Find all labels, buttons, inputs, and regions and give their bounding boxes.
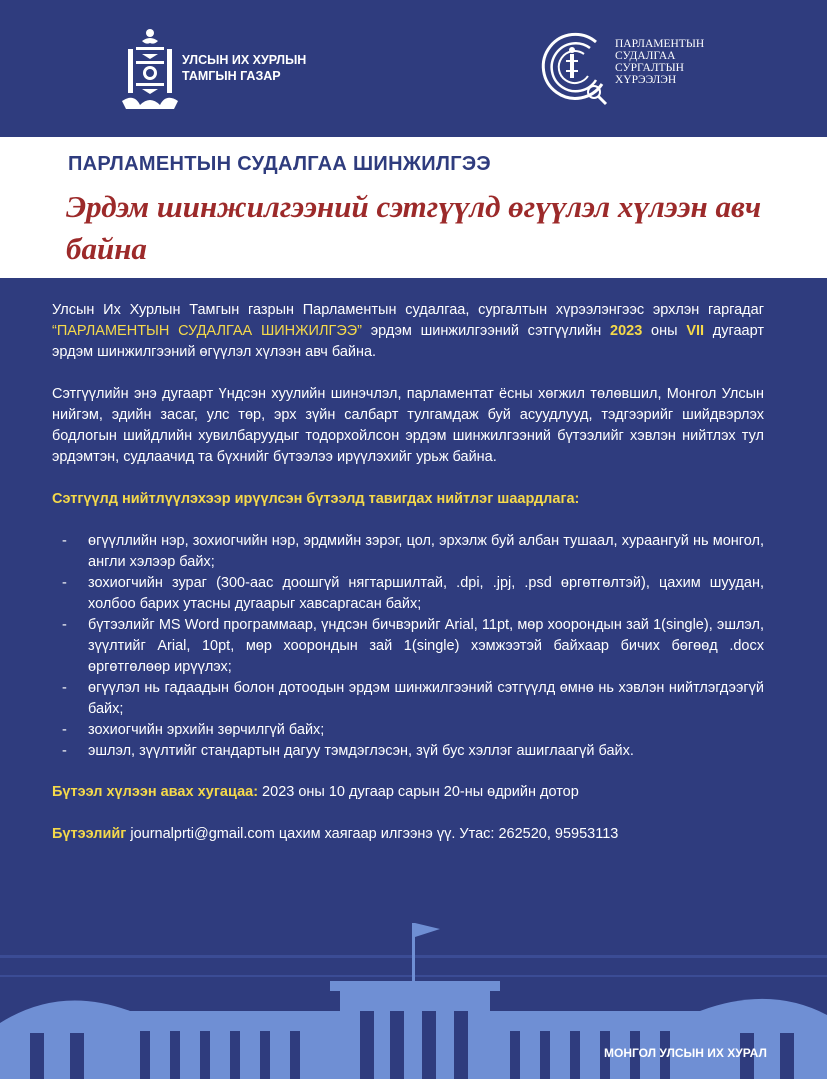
requirements-heading: Сэтгүүлд нийтлүүлэхээр ирүүлсэн бүтээлд тавигдах нийтлэг шаардлага: [52,491,580,507]
list-item: - өгүүлэл нь гадаадын болон дотоодын эрдэм шинжилгээний сэтгүүлд өмнө нь хэвлэн нийтлэгдээгүй байх; [52,678,764,720]
contact-line [52,824,764,845]
org-right-line3: СУРГАЛТЫН [615,62,684,74]
org-name-left [182,52,306,84]
header [0,0,827,137]
intro-text-4: дугаарт эрдэм шинжилгээний өгүүлэл хүлээн авч байна. [52,323,764,360]
list-item: - бүтээлийг MS Word программаар, үндсэн бичвэрийг Arial, 11pt, мөр хоорондын зай 1(single), эшлэл, зүүлтийг Arial, 10pt, мөр хоорондын зай 1(single) хэмжээтэй байхаар бичих бөгөөд .docx өргөтгөлөөр ирүүлэх; [52,615,764,678]
call-for-papers-title: Эрдэм шинжилгээний сэтгүүлд өгүүлэл хүлээн авч байна [66,189,762,266]
list-item: - зохиогчийн эрхийн зөрчилгүй байх; [52,720,764,741]
org-right-line1: ПАРЛАМЕНТЫН [615,38,705,50]
org-right-line4: ХҮРЭЭЛЭН [615,74,677,86]
requirements-list [52,531,764,762]
org-right-line2: СУДАЛГАА [615,50,676,62]
org-left-line1: УЛСЫН ИХ ХУРЛЫН [182,53,307,67]
journal-name: “ПАРЛАМЕНТЫН СУДАЛГАА ШИНЖИЛГЭЭ” [52,323,362,339]
org-name-right [615,38,704,86]
intro-paragraph [52,300,764,363]
intro-text-3: оны [642,323,687,339]
title-banner [0,137,827,278]
intro-text-1: Улсын Их Хурлын Тамгын газрын Парламентын судалгаа, сургалтын хүрээлэнгээс эрхлэн гаргадаг [52,302,764,318]
list-item: - эшлэл, зүүлтийг стандартын дагуу тэмдэглэсэн, зүй бус хэллэг ашиглаагүй байх. [52,741,764,762]
topics-paragraph: Сэтгүүлийн энэ дугаарт Үндсэн хуулийн шинэчлэл, парламентат ёсны хөгжил төлөвшил, Монгол Улсын нийгэм, эдийн засаг, улс төр, эрх зүйн салбарт тулгамдаж буй асуудлууд, тэдгээрийг шийдвэрлэх бодлогын шийдлийн хувилбаруудыг тодорхойлсон эрдэм шинжилгээний бүтээлийг хэвлэн нийтлэх тул эрдэмтэн, судлаачид та бүхнийг бүтээлээ ирүүлэхийг урьж байна. [52,386,764,465]
deadline-value: 2023 оны 10 дугаар сарын 20-ны өдрийн дотор [258,784,579,800]
contact-value: journalprti@gmail.com цахим хаягаар илгээнэ үү. Утас: 262520, 95953113 [126,826,619,842]
list-item: - өгүүллийн нэр, зохиогчийн нэр, эрдмийн зэрэг, цол, эрхэлж буй албан тушаал, хураангуй нь монгол, англи хэлээр байх; [52,531,764,573]
announcement-body [52,300,764,866]
list-item: - зохиогчийн зураг (300-аас доошгүй нягтаршилтай, .dpi, .jpj, .psd өргөтгөлтэй), цахим шуудан, холбоо барих утасны дугаарыг хавсаргасан байх; [52,573,764,615]
footer-organization: МОНГОЛ УЛСЫН ИХ ХУРАЛ [604,1046,767,1060]
org-left-line2: ТАМГЫН ГАЗАР [182,69,281,83]
deadline-label: Бүтээл хүлээн авах хугацаа: [52,784,259,800]
institute-logo-icon [536,30,612,106]
issue-year: 2023 [610,323,643,339]
journal-title: ПАРЛАМЕНТЫН СУДАЛГАА ШИНЖИЛГЭЭ [68,153,491,175]
soyombo-emblem-icon [118,27,182,113]
contact-label: Бүтээлийг [52,826,127,842]
intro-text-2: эрдэм шинжилгээний сэтгүүлийн [362,323,611,339]
issue-number: VII [686,323,705,339]
deadline-line [52,782,764,803]
